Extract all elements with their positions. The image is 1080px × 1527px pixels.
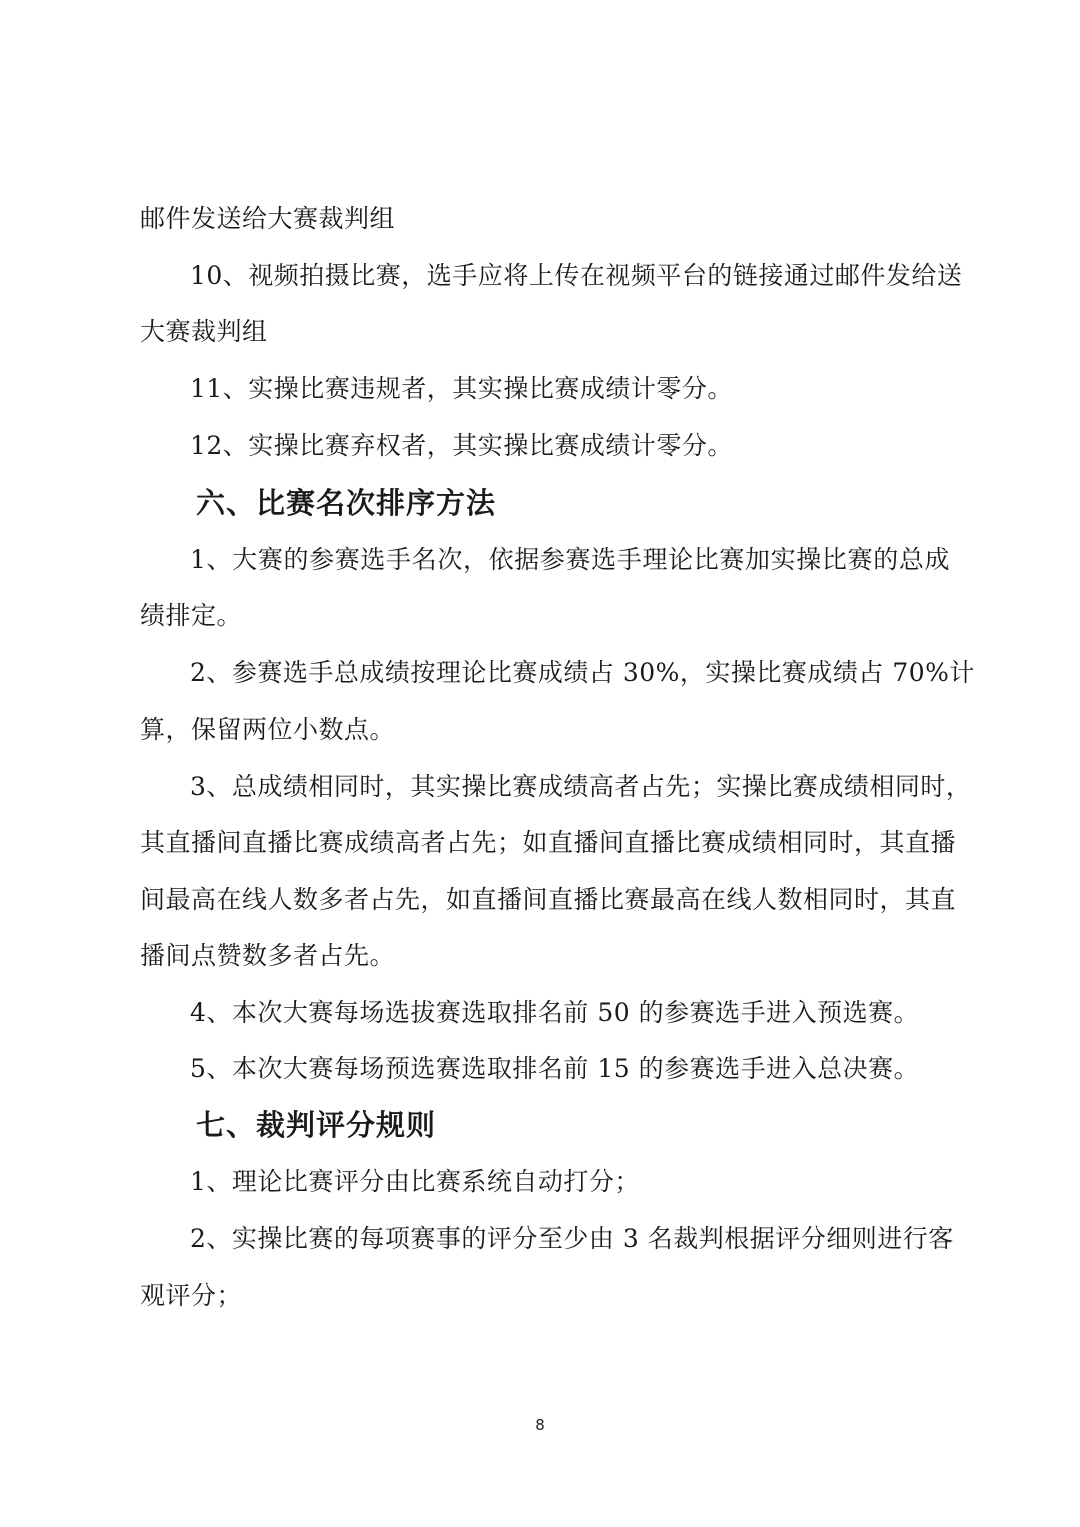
paragraph-line: 4、本次大赛每场选拔赛选取排名前 50 的参赛选手进入预选赛。 bbox=[190, 998, 920, 1027]
paragraph-line: 间最高在线人数多者占先，如直播间直播比赛最高在线人数相同时，其直 bbox=[140, 885, 957, 914]
paragraph-line: 5、本次大赛每场预选赛选取排名前 15 的参赛选手进入总决赛。 bbox=[190, 1054, 920, 1083]
paragraph-line: 邮件发送给大赛裁判组 bbox=[140, 204, 396, 233]
paragraph-line: 2、实操比赛的每项赛事的评分至少由 3 名裁判根据评分细则进行客 bbox=[190, 1224, 954, 1253]
paragraph-line: 大赛裁判组 bbox=[140, 317, 268, 346]
paragraph-line: 观评分； bbox=[140, 1281, 243, 1310]
section-heading: 七、裁判评分规则 bbox=[196, 1108, 437, 1142]
paragraph-line: 1、理论比赛评分由比赛系统自动打分； bbox=[190, 1167, 640, 1196]
paragraph-line: 其直播间直播比赛成绩高者占先；如直播间直播比赛成绩相同时，其直播 bbox=[140, 828, 957, 857]
paragraph-line: 算，保留两位小数点。 bbox=[140, 715, 396, 744]
page-number: 8 bbox=[535, 1416, 545, 1434]
paragraph-line: 1、大赛的参赛选手名次，依据参赛选手理论比赛加实操比赛的总成 bbox=[190, 545, 950, 574]
section-heading: 六、比赛名次排序方法 bbox=[196, 486, 497, 520]
paragraph-line: 3、总成绩相同时，其实操比赛成绩高者占先；实操比赛成绩相同时， bbox=[190, 772, 972, 801]
paragraph-line: 11、实操比赛违规者，其实操比赛成绩计零分。 bbox=[190, 374, 733, 403]
paragraph-line: 12、实操比赛弃权者，其实操比赛成绩计零分。 bbox=[190, 431, 733, 460]
paragraph-line: 2、参赛选手总成绩按理论比赛成绩占 30%，实操比赛成绩占 70%计 bbox=[190, 658, 975, 687]
paragraph-line: 绩排定。 bbox=[140, 601, 243, 630]
paragraph-line: 播间点赞数多者占先。 bbox=[140, 941, 396, 970]
paragraph-line: 10、视频拍摄比赛，选手应将上传在视频平台的链接通过邮件发给送 bbox=[190, 261, 963, 290]
